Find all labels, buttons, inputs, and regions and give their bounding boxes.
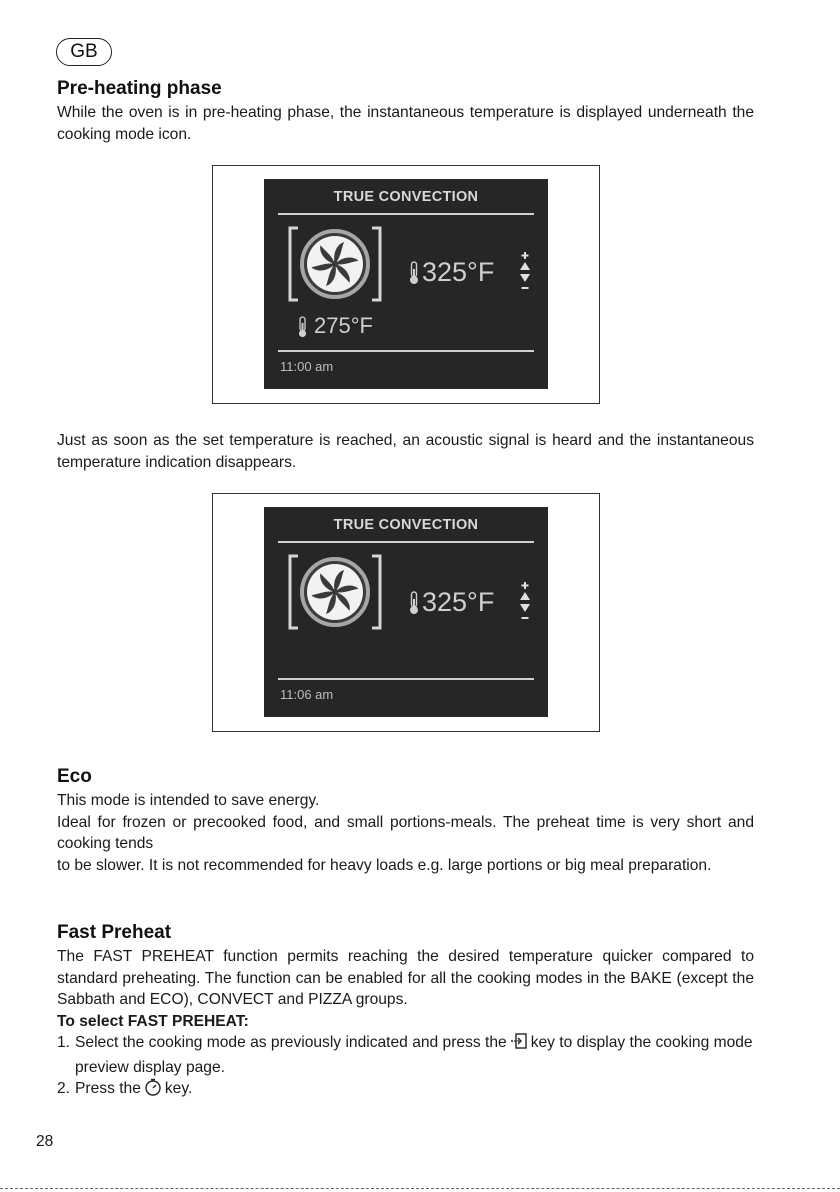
subheading-select-fast-preheat: To select FAST PREHEAT: bbox=[57, 1012, 249, 1030]
display-divider bbox=[278, 213, 534, 215]
display-figure-2 bbox=[212, 493, 600, 732]
temperature-adjust-arrows[interactable] bbox=[518, 581, 532, 628]
display-divider bbox=[278, 541, 534, 543]
section-heading-preheating: Pre-heating phase bbox=[57, 78, 222, 99]
display-divider bbox=[278, 678, 534, 680]
oven-display-screen bbox=[264, 507, 548, 717]
step-text: Select the cooking mode as previously indicated and press the bbox=[75, 1034, 507, 1051]
clock-time: 11:06 am bbox=[280, 687, 334, 702]
language-badge: GB bbox=[56, 38, 112, 66]
display-figure-1 bbox=[212, 165, 600, 404]
step-text: key to display the cooking mode preview display page. bbox=[75, 1034, 753, 1076]
thermometer-icon bbox=[408, 261, 420, 290]
step-text: key. bbox=[164, 1080, 193, 1097]
paragraph-eco bbox=[57, 790, 754, 876]
display-divider bbox=[278, 350, 534, 352]
instant-temperature: 275°F bbox=[314, 313, 373, 338]
eco-line: Ideal for frozen or precooked food, and small portions-meals. The preheat time is very short and cooking tends bbox=[57, 813, 754, 852]
page-number: 28 bbox=[36, 1133, 54, 1150]
step-number: 2. bbox=[57, 1080, 71, 1097]
set-temperature: 325°F bbox=[422, 257, 495, 287]
convection-fan-icon bbox=[286, 225, 384, 308]
paragraph-text: The FAST PREHEAT function permits reaching the desired temperature quicker compared to standard preheating. The function can be enabled for all the cooking modes in the BAKE (except the Sabbath and ECO), CONVECT and PIZZA groups. bbox=[57, 948, 754, 1008]
cooking-mode-title: TRUE CONVECTION bbox=[333, 189, 479, 205]
bottom-border bbox=[0, 1188, 840, 1189]
paragraph-text: Just as soon as the set temperature is reached, an acoustic signal is heard and the instantaneous temperature indication disappears. bbox=[57, 432, 754, 471]
section-heading-fast-preheat: Fast Preheat bbox=[57, 922, 172, 943]
cooking-mode-title: TRUE CONVECTION bbox=[333, 517, 479, 533]
thermometer-icon bbox=[408, 591, 420, 620]
paragraph-fast-preheat bbox=[57, 946, 754, 1032]
step-2 bbox=[57, 1078, 757, 1103]
temperature-adjust-arrows[interactable] bbox=[518, 251, 532, 298]
set-temperature: 325°F bbox=[422, 587, 495, 617]
oven-display-screen bbox=[264, 179, 548, 389]
paragraph-temperature-reached bbox=[57, 430, 754, 473]
enter-key-icon bbox=[510, 1032, 528, 1057]
clock-time: 11:00 am bbox=[280, 359, 334, 374]
step-1 bbox=[57, 1032, 757, 1078]
instant-thermometer-icon bbox=[297, 316, 308, 343]
step-text: Press the bbox=[75, 1080, 141, 1097]
step-number: 1. bbox=[57, 1034, 71, 1051]
eco-line: This mode is intended to save energy. bbox=[57, 792, 320, 809]
fast-preheat-steps bbox=[57, 1032, 757, 1103]
paragraph-text: While the oven is in pre-heating phase, the instantaneous temperature is displayed underneath the cooking mode icon. bbox=[57, 104, 754, 143]
eco-line: to be slower. It is not recommended for heavy loads e.g. large portions or big meal preparation. bbox=[57, 856, 712, 874]
section-heading-eco: Eco bbox=[57, 766, 92, 787]
timer-key-icon bbox=[144, 1078, 162, 1103]
convection-fan-icon bbox=[286, 553, 384, 636]
paragraph-preheating bbox=[57, 102, 754, 145]
